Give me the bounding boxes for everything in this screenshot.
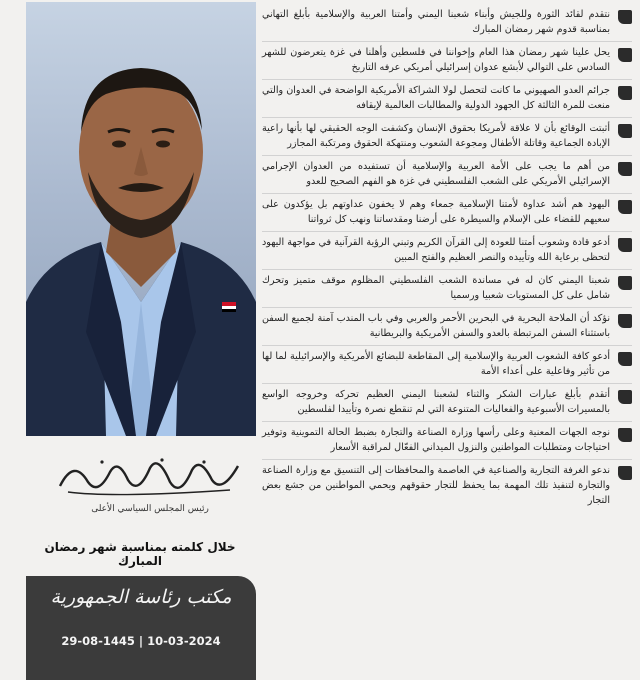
bullet-icon [618, 466, 632, 480]
bullet-icon [618, 276, 632, 290]
bullet-icon [618, 124, 632, 138]
list-item: أثبتت الوقائع بأن لا علاقة لأمريكا بحقوق الإنسان وكشفت الوجه الحقيقي لها بأنها راعية الإبادة الجماعية وقاتلة الأطفال ومجوعة الشعوب ومنتهكة الحقوق ومرتكبة المجازر [262, 118, 632, 156]
bullet-icon [618, 200, 632, 214]
list-item: يحل علينا شهر رمضان هذا العام وإخواننا في فلسطين وأهلنا في غزة يتعرضون للشهر السادس على التوالي لأبشع عدوان إسرائيلي أمريكي عرفه التاريخ [262, 42, 632, 80]
office-title: مكتب رئاسة الجمهورية [50, 586, 232, 608]
speech-caption: خلال كلمته بمناسبة شهر رمضان المبارك [44, 540, 236, 568]
list-item: أتقدم بأبلغ عبارات الشكر والثناء لشعبنا اليمني العظيم تحركه وخروجه الواسع بالمسيرات الأسبوعية والفعاليات المتنوعة التي لم تنقطع نصرة وتأييدا لفلسطين [262, 384, 632, 422]
bullet-icon [618, 48, 632, 62]
date-hijri: 29-08-1445 [61, 634, 135, 648]
list-item: نتقدم لقائد الثورة وللجيش وأبناء شعبنا اليمني وأمتنا العربية والإسلامية بأبلغ التهاني بمناسبة قدوم شهر رمضان المبارك [262, 4, 632, 42]
presidency-office-box [26, 576, 256, 680]
bullet-icon [618, 352, 632, 366]
list-item: أدعو قادة وشعوب أمتنا للعودة إلى القرآن الكريم وتبني الرؤية القرآنية في مواجهة اليهود لتحظى برعاية الله وتأييده والنصر العظيم والفتح المبين [262, 232, 632, 270]
bullet-icon [618, 314, 632, 328]
portrait-photo [26, 2, 256, 436]
list-item: شعبنا اليمني كان له في مساندة الشعب الفلسطيني المظلوم موقف متميز وتحرك شامل على كل المستويات شعبيا ورسميا [262, 270, 632, 308]
date-gregorian: 10-03-2024 [147, 634, 221, 648]
bullet-icon [618, 86, 632, 100]
office-dates [26, 634, 256, 648]
signature [54, 452, 244, 500]
list-item: من أهم ما يجب على الأمة العربية والإسلامية أن تستفيده من العدوان الإجرامي الإسرائيلي الأمريكي على الشعب الفلسطيني في غزة هو الفهم الصحيح للعدو [262, 156, 632, 194]
list-item: نؤكد أن الملاحة البحرية في البحرين الأحمر والعربي وفي باب المندب آمنة لجميع السفن باستثناء السفن المرتبطة بالعدو والسفن الأمريكية والبريطانية [262, 308, 632, 346]
bullet-icon [618, 428, 632, 442]
bullet-icon [618, 390, 632, 404]
date-separator: | [138, 634, 144, 648]
signature-title: رئيس المجلس السياسي الأعلى [91, 504, 209, 514]
list-item: نوجه الجهات المعنية وعلى رأسها وزارة الصناعة والتجارة بضبط الحالة التموينية وتوفير احتياجات ومتطلبات المواطنين والنزول الميداني الفعّال لمراقبة الأسعار [262, 422, 632, 460]
statement-list [262, 4, 632, 676]
list-item: جرائم العدو الصهيوني ما كانت لتحصل لولا الشراكة الأمريكية الواضحة في العدوان والتي منعت للمرة الثالثة كل الجهود الدولية والمطالبات العالمية لإيقافه [262, 80, 632, 118]
bullet-icon [618, 10, 632, 24]
list-item: اليهود هم أشد عداوة لأمتنا الإسلامية جمعاء وهم لا يخفون عداوتهم بل يؤكدون على سعيهم للقضاء على الإسلام والسيطرة على أرضنا ومقدساتنا ونهب كل ثرواتنا [262, 194, 632, 232]
list-item: أدعو كافة الشعوب العربية والإسلامية إلى المقاطعة للبضائع الأمريكية والإسرائيلية لما لها من تأثير وفاعلية على أعداء الأمة [262, 346, 632, 384]
list-item: ندعو الغرفة التجارية والصناعية في العاصمة والمحافظات إلى التنسيق مع وزارة الصناعة والتجارة لتنفيذ تلك المهمة بما يحفظ للتجار حقوقهم ويحمي المواطنين من جشع بعض التجار [262, 460, 632, 512]
bullet-icon [618, 238, 632, 252]
bullet-icon [618, 162, 632, 176]
